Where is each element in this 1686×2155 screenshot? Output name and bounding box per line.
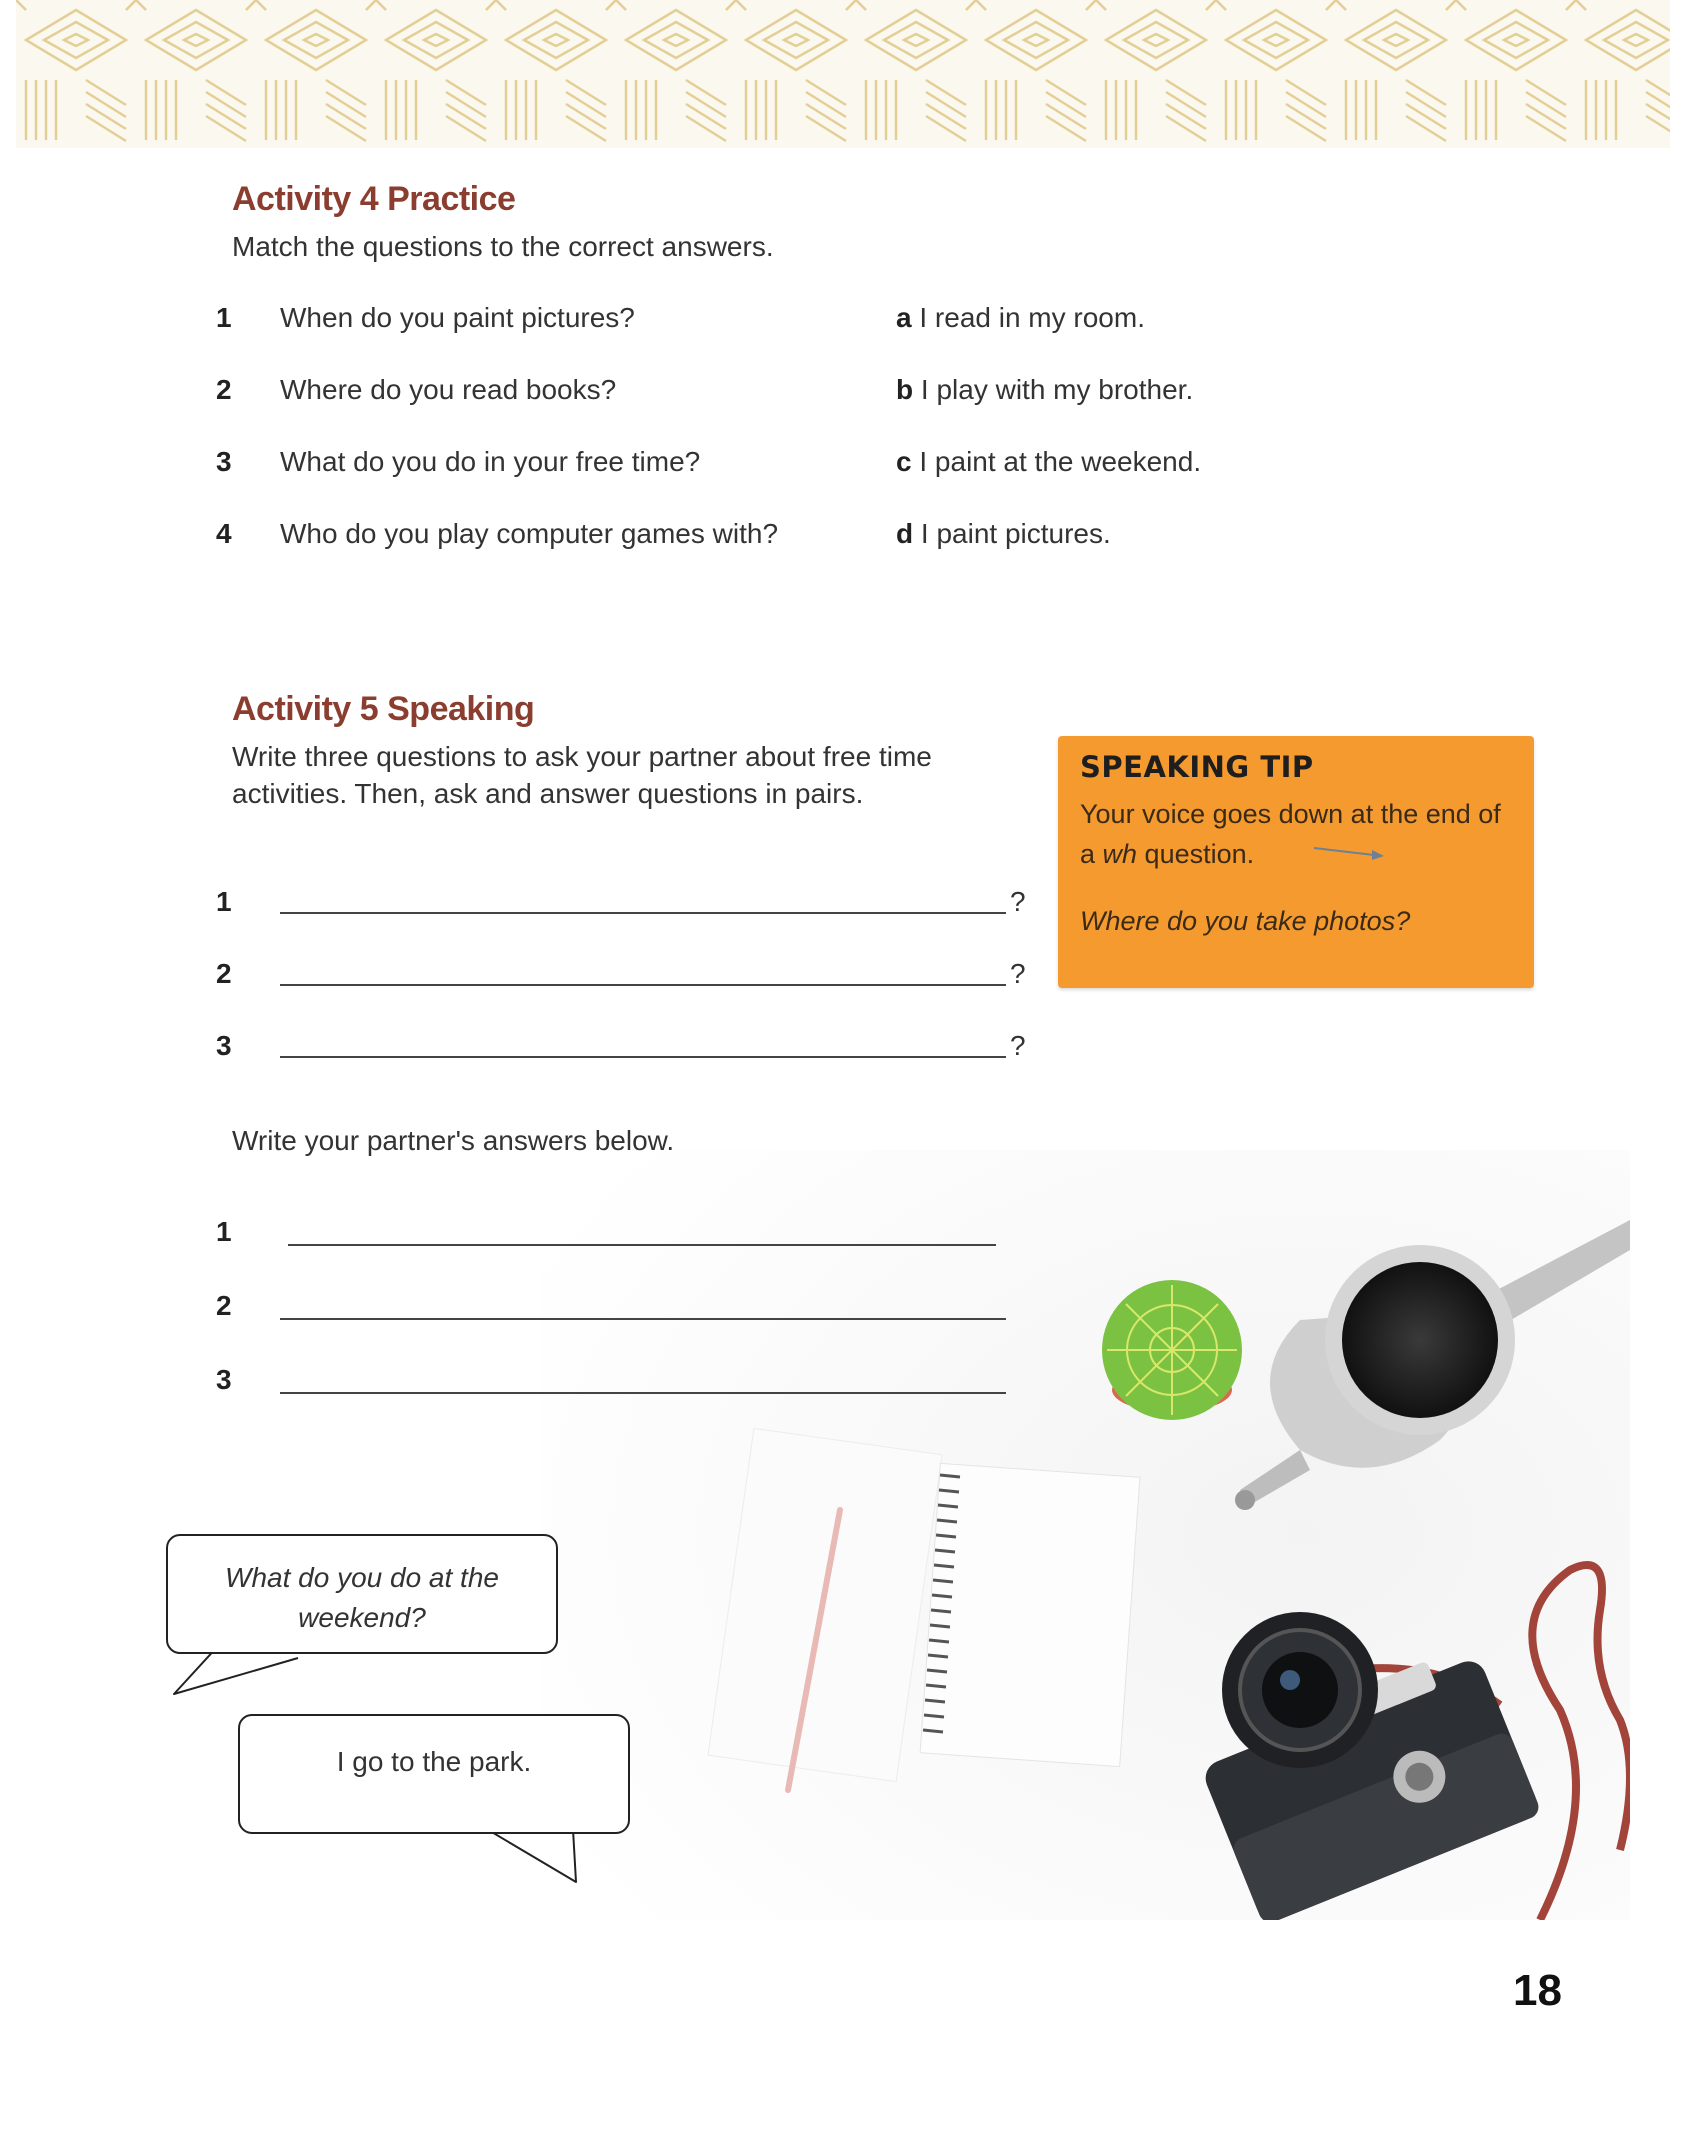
answer-text: I read in my room. (919, 302, 1145, 333)
question-write-line[interactable] (280, 912, 1006, 914)
question-write-line[interactable] (280, 984, 1006, 986)
activity-5-instruction-line2: activities. Then, ask and answer questions in pairs. (232, 778, 864, 809)
answer-text: I paint at the weekend. (919, 446, 1202, 477)
answer-speech-bubble (238, 1714, 630, 1834)
answer-line-number: 3 (216, 1364, 232, 1395)
tip-text-end: question. (1137, 839, 1255, 869)
question-line-number: 3 (216, 1030, 232, 1061)
activity-4-instruction: Match the questions to the correct answers. (232, 231, 774, 262)
speaking-tip-box (1058, 736, 1534, 988)
answer-option-d (896, 518, 1111, 550)
tip-text-start: Your voice goes down at the end of a (1080, 799, 1501, 869)
notebook (920, 1463, 1140, 1766)
answer-letter: b (896, 374, 914, 405)
falling-intonation-arrow-icon (1312, 844, 1388, 862)
answer-letter: a (896, 302, 912, 333)
question-number: 3 (216, 446, 232, 477)
question-write-line[interactable] (280, 1056, 1006, 1058)
question-mark: ? (1010, 958, 1026, 989)
answer-write-line[interactable] (280, 1392, 1006, 1394)
tip-text-italic: wh (1102, 839, 1138, 869)
activity-5-instruction-line1: Write three questions to ask your partner about free time (232, 741, 932, 772)
answer-option-b (896, 374, 1193, 406)
answer-bubble-text: I go to the park. (336, 1746, 532, 1777)
desk-photo-illustration (540, 1150, 1630, 1920)
answer-line-number: 2 (216, 1290, 232, 1321)
question-number: 2 (216, 374, 232, 405)
question-text: When do you paint pictures? (280, 302, 635, 333)
header-pattern-band (16, 0, 1670, 148)
answer-write-line[interactable] (280, 1318, 1006, 1320)
question-line-number: 1 (216, 886, 232, 917)
speaking-tip-text (1080, 794, 1520, 874)
speaking-tip-title: SPEAKING TIP (1080, 750, 1314, 784)
question-bubble-text: What do you do at the weekend? (225, 1562, 499, 1633)
question-text: Who do you play computer games with? (280, 518, 779, 549)
answer-text: I play with my brother. (920, 374, 1194, 405)
answer-line-number: 1 (216, 1216, 232, 1247)
answers-instruction: Write your partner's answers below. (232, 1125, 675, 1156)
speaking-tip-example: Where do you take photos? (1080, 906, 1411, 936)
activity-4-title: Activity 4 Practice (232, 180, 516, 218)
answer-option-a (896, 302, 1145, 334)
activity-5-title: Activity 5 Speaking (232, 690, 535, 728)
question-mark: ? (1010, 1030, 1026, 1061)
answer-letter: d (896, 518, 914, 549)
question-line-number: 2 (216, 958, 232, 989)
page-number: 18 (1513, 1966, 1562, 2015)
question-speech-bubble (166, 1534, 558, 1654)
question-number: 4 (216, 518, 232, 549)
question-mark: ? (1010, 886, 1026, 917)
question-text: Where do you read books? (280, 374, 617, 405)
question-text: What do you do in your free time? (280, 446, 701, 477)
answer-option-c (896, 446, 1201, 478)
answer-write-line[interactable] (288, 1244, 996, 1246)
question-number: 1 (216, 302, 232, 333)
answer-letter: c (896, 446, 912, 477)
answer-text: I paint pictures. (920, 518, 1111, 549)
